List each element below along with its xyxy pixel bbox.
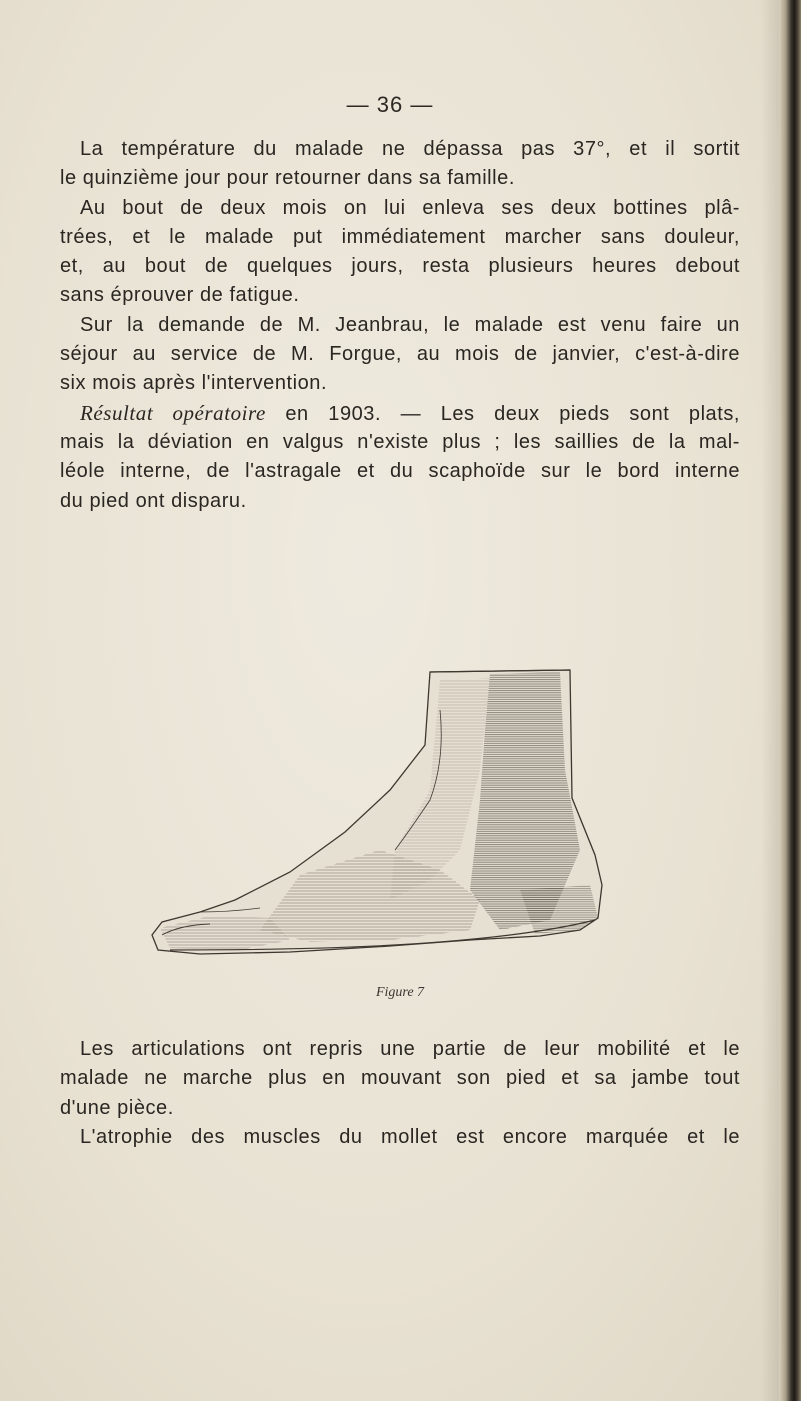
text-line: du pied ont disparu. (60, 489, 247, 512)
text-line: d'une pièce. (60, 1096, 174, 1119)
text-block-top (60, 135, 740, 516)
text-line: séjour au service de M. Forgue, au mois de janvier, c'est-à-dire (60, 343, 740, 366)
foot-illustration-icon (140, 650, 640, 970)
text-line: Sur la demande de M. Jeanbrau, le malade est venu faire un (80, 313, 740, 336)
result-lead-line (60, 399, 740, 428)
result-lead-rest: en 1903. — Les deux pieds sont plats, (265, 402, 740, 425)
text-line: et, au bout de quelques jours, resta plusieurs heures debout (60, 255, 740, 278)
text-line: trées, et le malade put immédiatement marcher sans douleur, (60, 225, 740, 248)
book-spine (779, 0, 801, 1401)
text-line: léole interne, de l'astragale et du scaphoïde sur le bord interne (60, 460, 740, 483)
text-line: le quinzième jour pour retourner dans sa famille. (60, 167, 515, 190)
text-line: sans éprouver de fatigue. (60, 284, 300, 307)
text-line: La température du malade ne dépassa pas 37°, et il sortit (80, 138, 740, 160)
binding-shadow (761, 0, 779, 1401)
text-line: Au bout de deux mois on lui enleva ses deux bottines plâ- (80, 196, 740, 219)
result-italic-heading: Résultat opératoire (80, 400, 266, 425)
text-line: L'atrophie des muscles du mollet est encore marquée et le (80, 1125, 740, 1148)
page-number: — 36 — (346, 92, 434, 117)
text-line: malade ne marche plus en mouvant son pied et sa jambe tout (60, 1067, 740, 1090)
text-line: mais la déviation en valgus n'existe plus ; les saillies de la mal- (60, 430, 740, 453)
figure-caption: Figure 7 (375, 985, 425, 1000)
text-line: six mois après l'intervention. (60, 372, 328, 395)
text-line: Les articulations ont repris une partie de leur mobilité et le (80, 1038, 740, 1060)
text-block-bottom (60, 1035, 740, 1152)
